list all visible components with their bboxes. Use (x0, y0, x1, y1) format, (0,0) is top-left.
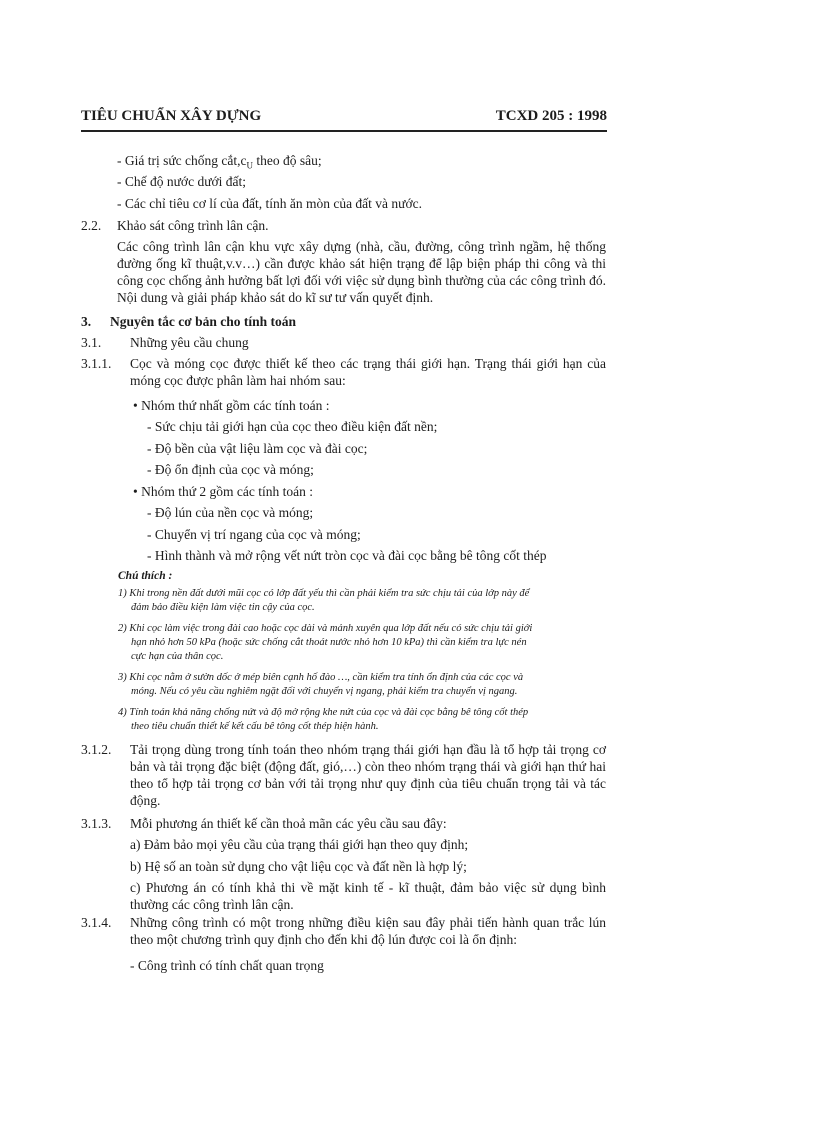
note-item: 1) Khi trong nền đất dưới mũi cọc có lớp đất yếu thì cần phải kiểm tra sức chịu tải của lớp này để đảm bảo điều kiện làm việc tin cậy của cọc. (118, 588, 530, 613)
list-item: - Độ bền của vật liệu làm cọc và đài cọc; (147, 441, 368, 456)
list-item: - Độ lún của nền cọc và móng; (147, 505, 314, 520)
notes-title: Chú thích : (118, 570, 173, 582)
header-title: TIÊU CHUẨN XÂY DỰNG (81, 108, 262, 124)
list-item: b) Hệ số an toàn sử dụng cho vật liệu cọc và đất nền là hợp lý; (130, 859, 467, 874)
section-number: 3. (81, 314, 92, 329)
list-item: a) Đảm bảo mọi yêu cầu của trạng thái giới hạn theo quy định; (130, 837, 469, 852)
page-header (81, 108, 607, 132)
section-number: 2.2. (81, 218, 102, 233)
section-number: 3.1.1. (81, 356, 112, 371)
note-item: 4) Tính toán khả năng chống nứt và độ mở rộng khe nứt của cọc và đài cọc bằng bê tông cốt thép theo tiêu chuẩn thiết kế kết cấu bê tông cốt thép hiện hành. (118, 707, 529, 732)
note-item: 2) Khi cọc làm việc trong đài cao hoặc cọc dài và mảnh xuyên qua lớp đất nếu có sức chịu tải giới hạn nhỏ hơn 50 kPa (hoặc sức chống cắt thoát nước nhỏ hơn 10 kPa) thì cần kiểm tra lực nén cực hạn của thân cọc. (118, 623, 533, 662)
section-number: 3.1. (81, 335, 102, 350)
list-item: - Công trình có tính chất quan trọng (130, 958, 324, 973)
list-item: c) Phương án có tính khả thi về mặt kinh tế - kĩ thuật, đảm bảo việc sử dụng bình thường các công trình lân cận. (130, 880, 606, 912)
list-item: - Độ ổn định của cọc và móng; (147, 462, 314, 477)
paragraph: Mỗi phương án thiết kế cần thoả mãn các yêu cầu sau đây: (130, 816, 447, 831)
paragraph: Tải trọng dùng trong tính toán theo nhóm trạng thái giới hạn đầu là tổ hợp tải trọng cơ bản và tải trọng đặc biệt (động đất, gió,…) còn theo nhóm trạng thái và giới hạn thứ hai theo tổ hợp tải trọng cơ bản với tải trọng như quy định của tiêu chuẩn trọng tải và tác động. (130, 742, 606, 808)
list-item: - Chế độ nước dưới đất; (117, 174, 247, 189)
paragraph: Cọc và móng cọc được thiết kế theo các trạng thái giới hạn. Trạng thái giới hạn của móng cọc được phân làm hai nhóm sau: (130, 356, 606, 388)
section-title: Nguyên tắc cơ bản cho tính toán (110, 314, 296, 329)
list-item: - Giá trị sức chống $cắt,c_U$ theo độ sâu; (117, 153, 322, 171)
list-item: - Hình thành và mở rộng vết nứt tròn cọc và đài cọc bằng bê tông cốt thép (147, 548, 547, 563)
section-number: 3.1.2. (81, 742, 112, 757)
header-code: TCXD 205 : 1998 (495, 108, 607, 124)
paragraph: Những công trình có một trong những điều kiện sau đây phải tiến hành quan trắc lún theo một chương trình quy định cho đến khi độ lún được coi là ổn định: (130, 915, 606, 947)
list-item: - Chuyển vị trí ngang của cọc và móng; (147, 527, 361, 542)
list-item: - Sức chịu tải giới hạn của cọc theo điều kiện đất nền; (147, 419, 438, 434)
note-item: 3) Khi cọc nằm ở sườn dốc ở mép biên cạnh hố đào …, cần kiểm tra tính ổn định của các cọc và móng. Nếu có yêu cầu nghiêm ngặt đối với chuyển vị ngang, phải kiểm tra chuyển vị ngang. (118, 672, 524, 697)
bullet-item: • Nhóm thứ 2 gồm các tính toán : (133, 484, 314, 499)
section-title: Những yêu cầu chung (130, 335, 249, 350)
paragraph: Các công trình lân cận khu vực xây dựng (nhà, cầu, đường, công trình ngầm, hệ thống đường ống kĩ thuật,v.v…) cần được khảo sát hiện trạng để lập biện pháp thi công và thi công cọc chống ảnh hưởng bất lợi đối với việc sử dụng bình thường của các công trình đó. Nội dung và giải pháp khảo sát do kĩ sư tư vấn quyết định. (117, 239, 606, 305)
section-number: 3.1.4. (81, 915, 112, 930)
section-title: Khảo sát công trình lân cận. (117, 218, 269, 233)
list-item: - Các chỉ tiêu cơ lí của đất, tính ăn mòn của đất và nước. (117, 196, 422, 211)
bullet-item: • Nhóm thứ nhất gồm các tính toán : (133, 398, 330, 413)
section-number: 3.1.3. (81, 816, 112, 831)
